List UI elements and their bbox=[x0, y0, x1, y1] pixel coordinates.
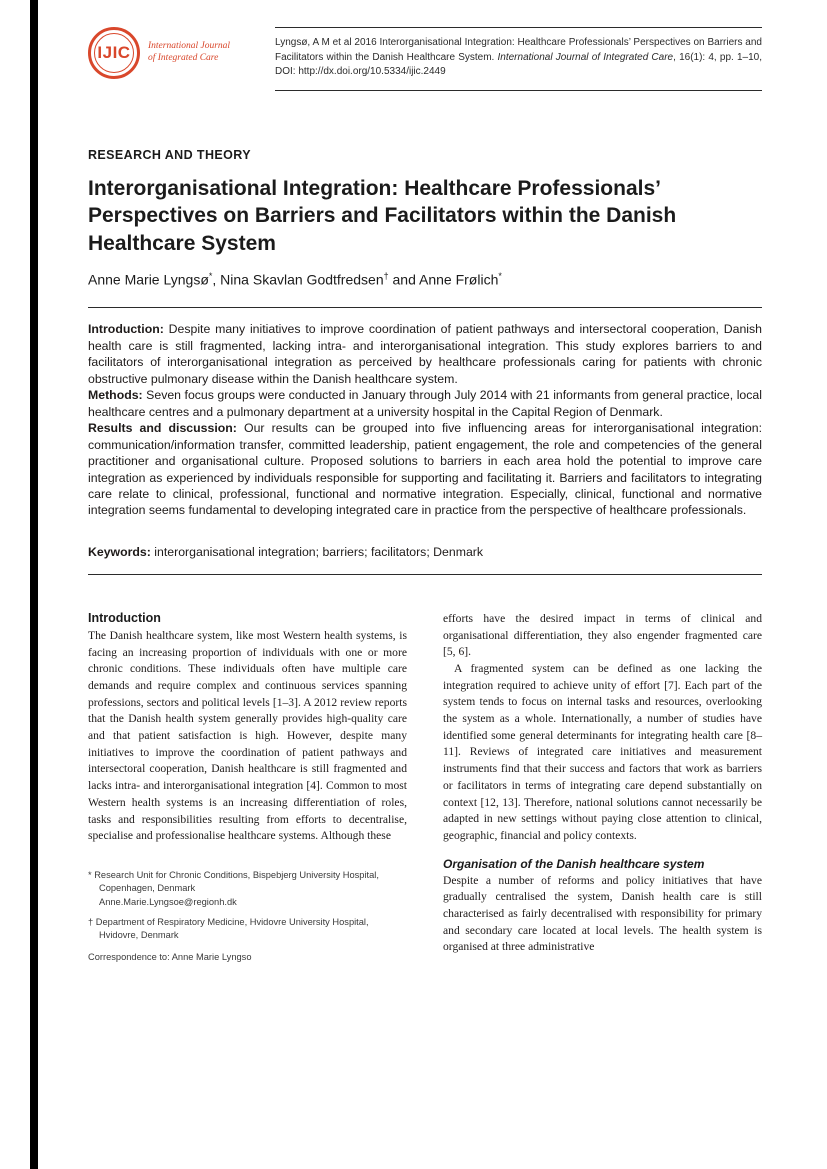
heading-introduction: Introduction bbox=[88, 610, 161, 625]
keywords-label: Keywords: bbox=[88, 544, 151, 559]
author-2: Nina Skavlan Godtfredsen bbox=[220, 271, 384, 288]
author-3: Anne Frølich bbox=[419, 271, 499, 288]
abstract-methods-label: Methods: bbox=[88, 388, 143, 403]
author-3-affiliation-marker: * bbox=[498, 270, 502, 281]
citation-journal-title: International Journal of Integrated Care bbox=[497, 51, 674, 63]
journal-header bbox=[88, 27, 762, 91]
correspondence-line: Correspondence to: Anne Marie Lyngso bbox=[88, 951, 252, 962]
affiliation-footnote-1 bbox=[88, 869, 407, 895]
article-body bbox=[88, 611, 762, 964]
author-separator-2: and bbox=[388, 271, 419, 288]
abstract-methods-text: Seven focus groups were conducted in January through July 2014 with 21 informants from general practice, local healthcare centres and a pulmonary department at a university hospital in the Capital Region of Denmark. bbox=[88, 388, 762, 419]
abstract-results-label: Results and discussion: bbox=[88, 421, 237, 436]
introduction-paragraph: The Danish healthcare system, like most Western health systems, is facing an increasing proportion of individuals with one or more chronic conditions. These individuals often have multiple care demands and require complex and continuous services spanning professions, sectors and political levels [1–3]. A 2012 review reports that the Danish health system generally provides high-quality care and that patient satisfaction is high. However, despite many initiatives to improve the coordination of patient pathways and intersectoral cooperation, Danish healthcare is still fragmented and lacks intra- and interorganisational integration [4]. Common to most Western health systems is an increasing differentiation of roles, tasks and responsibilities resulting from efforts to decentralise, specialise and professionalise healthcare systems. Although these bbox=[88, 628, 407, 843]
logo-abbreviation: IJIC bbox=[97, 43, 131, 62]
affiliation-footnote-2 bbox=[88, 916, 407, 942]
abstract-results-text: Our results can be grouped into five influencing areas for interorganisational integration: communication/information transfer, committed leadership, patient engagement, the role and competencies of the general practitioner and organisational culture. Proposed solutions to barriers in each area hold the potential to improve care integration as experienced by individuals responsible for supporting and facilitating it. Barriers and facilitators to integrating care relate to clinical, professional, functional and normative integration. Especially, clinical, functional and normative integration seems fundamental to developing integrated care in practice from the perspective of healthcare professionals. bbox=[88, 421, 762, 518]
author-1-affiliation-marker: * bbox=[208, 270, 213, 281]
author-separator-1: , bbox=[212, 271, 221, 288]
abstract-block bbox=[88, 307, 762, 575]
author-1: Anne Marie Lyngsø bbox=[88, 271, 209, 288]
footnote-1-marker: * bbox=[88, 869, 92, 880]
abstract-introduction bbox=[88, 321, 762, 387]
left-column bbox=[88, 611, 407, 964]
footnote-2-marker: † bbox=[88, 916, 94, 927]
heading-organisation: Organisation of the Danish healthcare system bbox=[443, 856, 705, 871]
citation-block bbox=[275, 27, 762, 91]
organisation-paragraph: Despite a number of reforms and policy initiatives that have gradually centralised the system, Danish health care is still characterised as fairly decentralised with responsibility for primary and secondary care located at local levels. The health system is organised at three administrative bbox=[443, 873, 762, 954]
authors-line bbox=[88, 271, 762, 288]
journal-logo bbox=[88, 27, 275, 79]
left-black-bar bbox=[30, 0, 38, 1169]
ijic-logo-icon bbox=[88, 27, 140, 79]
page-content bbox=[88, 0, 762, 964]
journal-name bbox=[148, 41, 230, 65]
footnote-2-text: Department of Respiratory Medicine, Hvidovre University Hospital, Hvidovre, Denmark bbox=[95, 916, 369, 940]
citation-text-lead: Lyngsø, A M et al 2016 Interorganisational Integration: Healthcare Professionals’ Perspectives on Barriers and Facilitators within the Danish Healthcare System. bbox=[275, 37, 762, 63]
journal-name-line1: International Journal bbox=[148, 41, 231, 52]
fragmented-system-paragraph: A fragmented system can be defined as one lacking the integration required to achieve unity of effort [7]. Each part of the system tends to focus on internal tasks and resources, overlooking the system as a whole. Internationally, a number of studies have identified some general determinants for integrating health care [8–11]. Reviews of integrated care initiatives and measurement instruments find that their success and factors that work as barriers or facilitators in terms of integrating care depend substantially on context [12, 13]. Therefore, national solutions cannot necessarily be adapted in new settings without paying close attention to clinical, geographic, financial and policy contexts. bbox=[443, 662, 762, 842]
article-title: Interorganisational Integration: Healthcare Professionals’ Perspectives on Barriers and Facilitators within the Danish Healthcare System bbox=[88, 176, 677, 255]
section-label: RESEARCH AND THEORY bbox=[88, 147, 251, 162]
journal-name-line2: of Integrated Care bbox=[148, 53, 219, 63]
citation-text-volume: , 16(1): 4, pp. 1–10, DOI: bbox=[275, 51, 762, 77]
continued-paragraph: efforts have the desired impact in terms of clinical and organisational differentiation, they also engender fragmented care [5, 6]. bbox=[443, 611, 762, 659]
footnotes bbox=[88, 869, 407, 964]
abstract-methods bbox=[88, 387, 762, 420]
email-link[interactable]: Anne.Marie.Lyngsoe@regionh.dk bbox=[99, 896, 237, 907]
right-column bbox=[443, 611, 762, 964]
doi-link[interactable]: http://dx.doi.org/10.5334/ijic.2449 bbox=[298, 66, 446, 77]
keywords-text: interorganisational integration; barriers; facilitators; Denmark bbox=[154, 544, 484, 559]
footnote-1-text: Research Unit for Chronic Conditions, Bispebjerg University Hospital, Copenhagen, Denmark bbox=[94, 869, 379, 893]
abstract-introduction-label: Introduction: bbox=[88, 322, 164, 337]
author-2-affiliation-marker: † bbox=[383, 270, 389, 281]
keywords-line bbox=[88, 545, 762, 559]
abstract-results bbox=[88, 420, 762, 519]
abstract-introduction-text: Despite many initiatives to improve coordination of patient pathways and intersectoral cooperation, Danish health care is still fragmented, lacking intra- and interorganisational integration. This study explores barriers to and facilitators of interorganisational integration as perceived by healthcare professionals caring for patients with chronic obstructive pulmonary disease within the Danish healthcare system. bbox=[88, 322, 762, 386]
footnote-1-email-line bbox=[88, 896, 407, 909]
